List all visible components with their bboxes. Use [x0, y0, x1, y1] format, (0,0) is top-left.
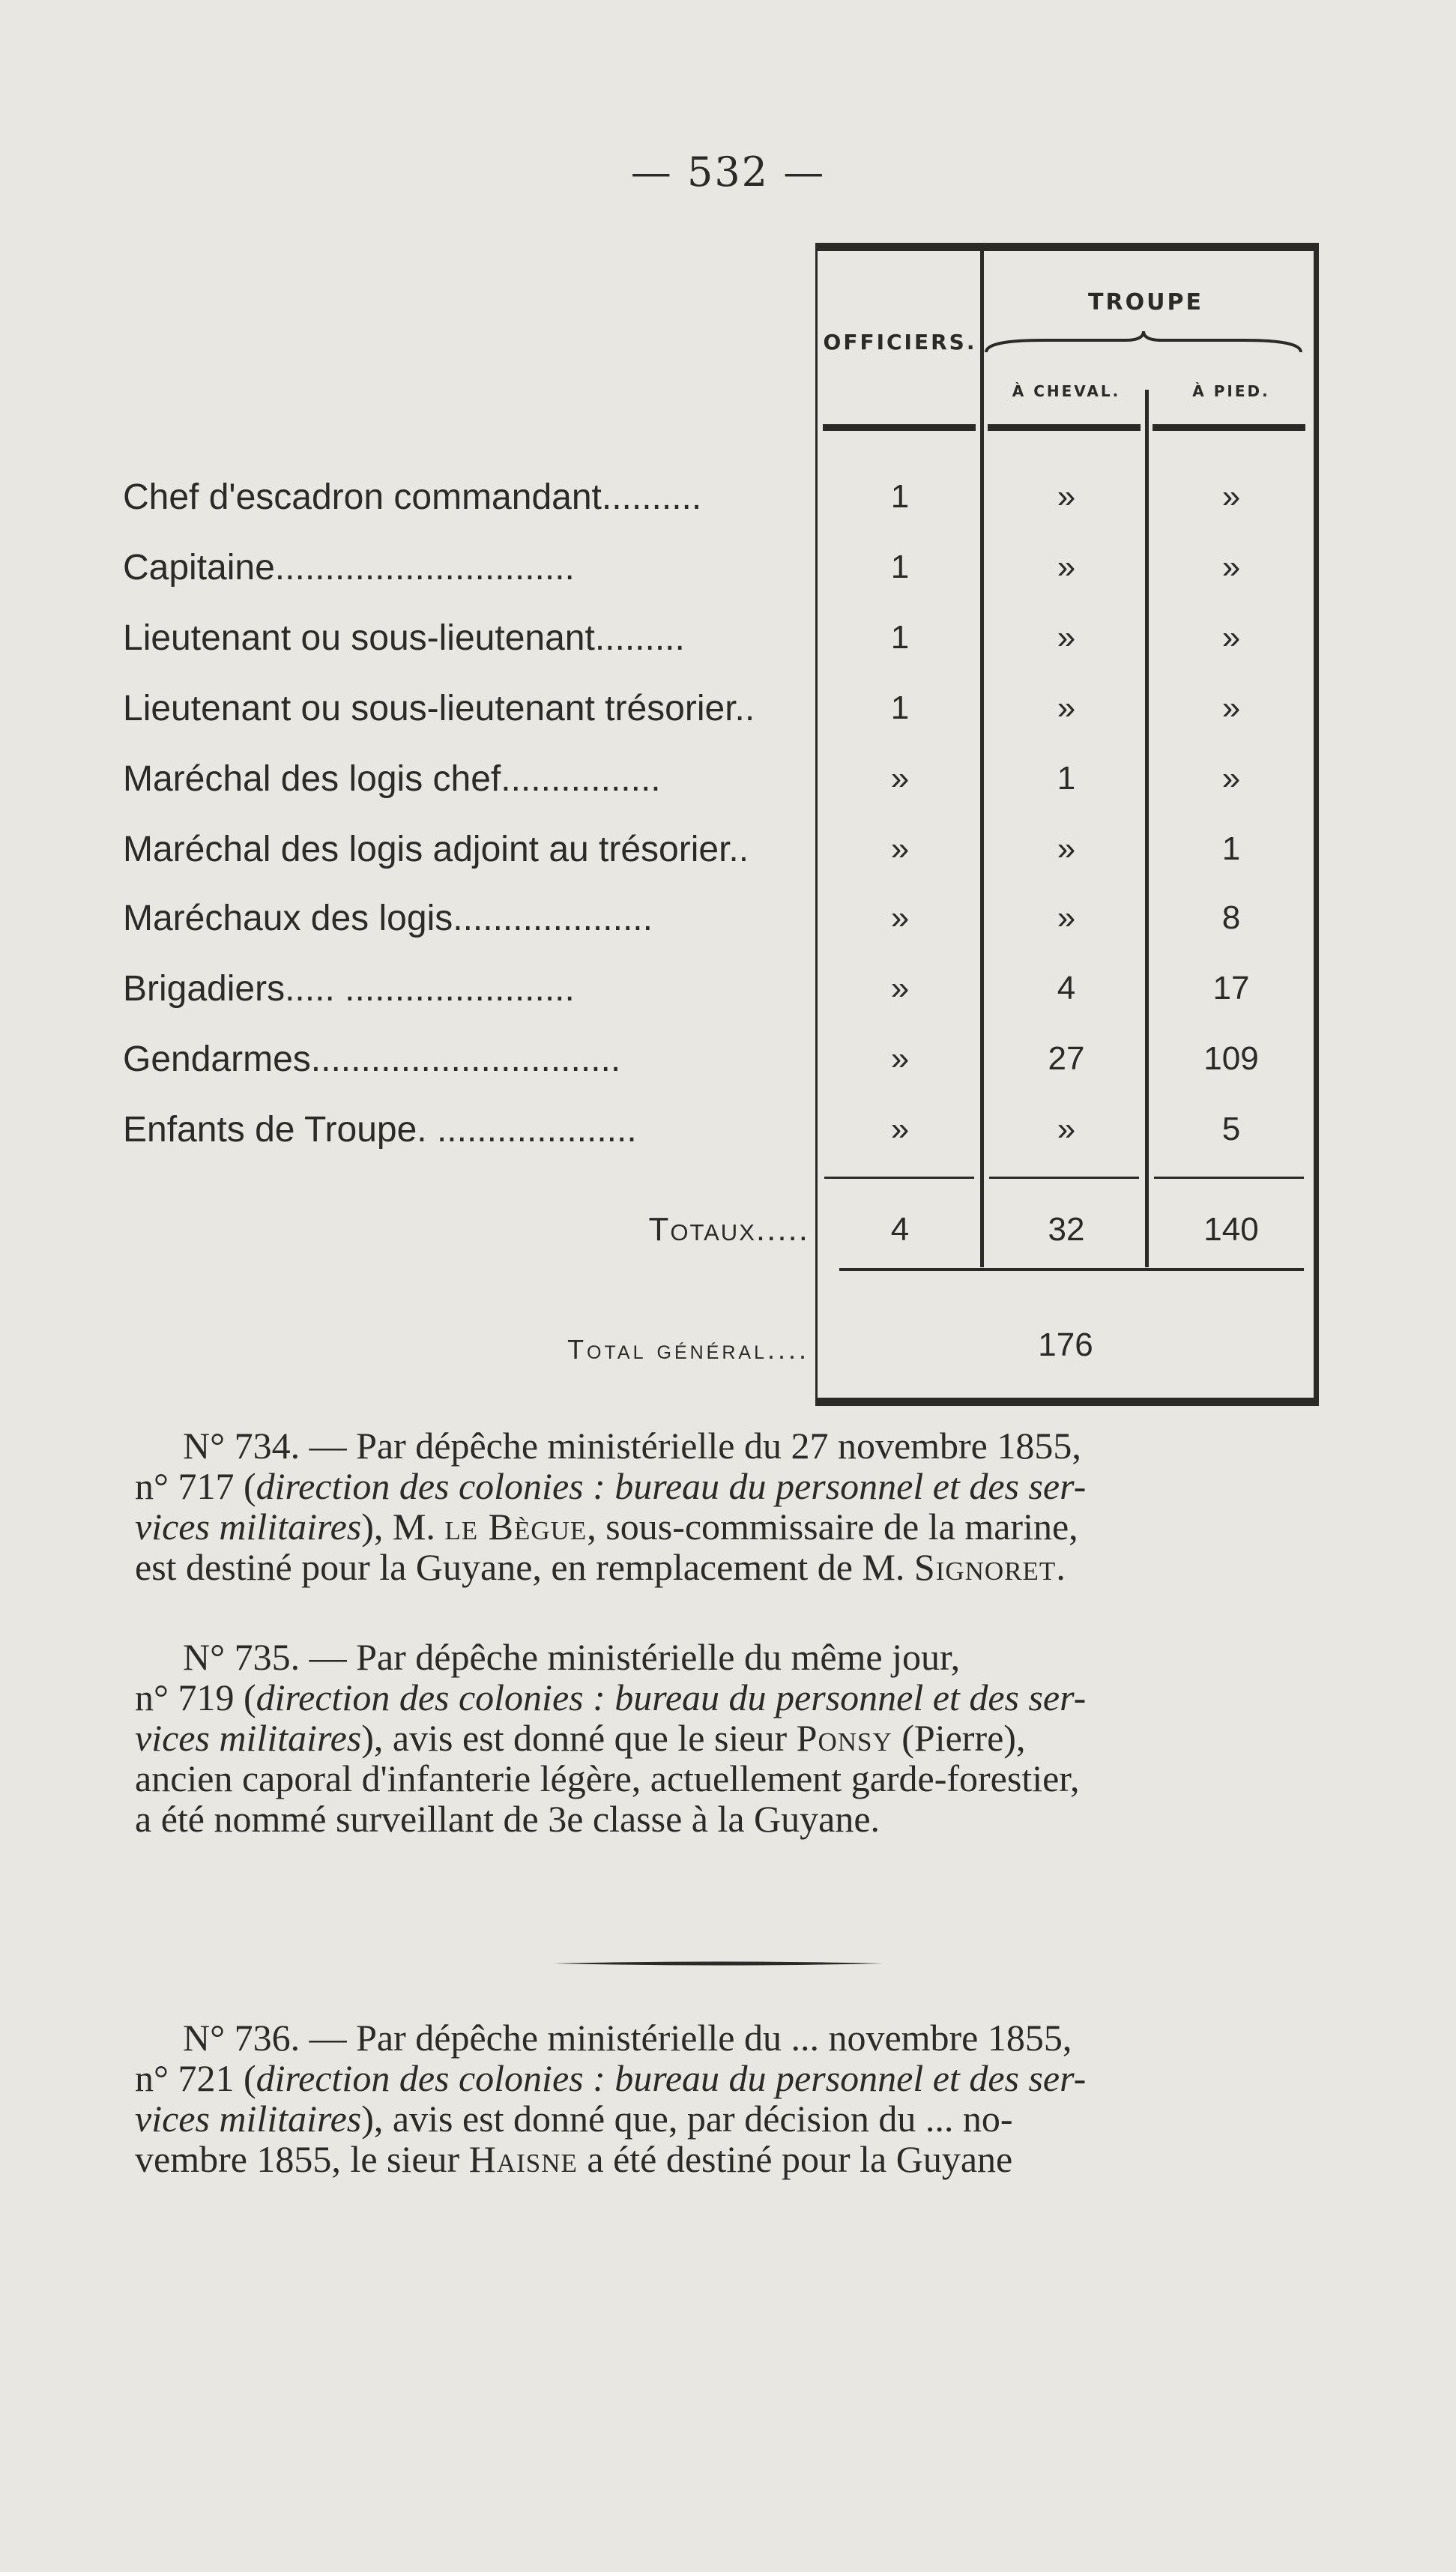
paragraph-735 [135, 1637, 1326, 1839]
row-label: Chef d'escadron commandant.......... [123, 477, 702, 517]
p734-direction: direction des colonies : bureau du personnel et des ser- [256, 1465, 1087, 1507]
p734-services: vices militaires [135, 1506, 362, 1548]
header-a-pied: À PIED. [1192, 382, 1270, 400]
cell-cheval: » [1057, 619, 1076, 656]
table-header-rule [823, 424, 976, 431]
p734-text: est destiné pour la Guyane, en remplacement de M. [135, 1546, 914, 1588]
cell-pied: » [1221, 478, 1241, 515]
row-label: Lieutenant ou sous-lieutenant......... [123, 618, 685, 658]
header-troupe: TROUPE [1088, 289, 1203, 316]
paragraph-734 [135, 1425, 1326, 1587]
p736-services: vices militaires [135, 2098, 362, 2140]
p735-text: n° 719 ( [135, 1676, 256, 1718]
totaux-officiers: 4 [890, 1211, 910, 1248]
cell-pied: 109 [1203, 1040, 1259, 1077]
cell-officiers: » [890, 899, 910, 936]
cell-pied: » [1221, 689, 1241, 726]
row-label: Lieutenant ou sous-lieutenant trésorier.. [123, 689, 755, 728]
cell-pied: » [1221, 760, 1241, 797]
cell-officiers: » [890, 830, 910, 867]
totaux-pied: 140 [1203, 1211, 1259, 1248]
cell-cheval: » [1057, 689, 1076, 726]
p736-text: a été destiné pour la Guyane [577, 2138, 1013, 2180]
p735-text: (Pierre), [892, 1717, 1026, 1759]
table-header-rule [1153, 424, 1305, 431]
cell-pied: 5 [1221, 1111, 1241, 1147]
p735-text: ), avis est donné que le sieur [361, 1717, 797, 1759]
p734-text: , sous-commissaire de la marine, [587, 1506, 1078, 1548]
p735-services: vices militaires [135, 1717, 362, 1759]
p736-line1: N° 736. — Par dépêche ministérielle du ... novembre 1855, [183, 2017, 1072, 2059]
p735-name: Ponsy [796, 1717, 892, 1759]
cell-cheval: » [1057, 899, 1076, 936]
table-header-rule [988, 424, 1141, 431]
header-officiers: OFFICIERS. [823, 330, 977, 354]
row-label: Capitaine.............................. [123, 548, 575, 588]
p734-text: n° 717 ( [135, 1465, 256, 1507]
row-label: Brigadiers..... ....................... [123, 969, 575, 1009]
p736-text: ), avis est donné que, par décision du ... no- [361, 2098, 1013, 2140]
table-totals-rule [989, 1177, 1139, 1179]
row-label: Maréchal des logis chef................ [123, 759, 661, 799]
table-totals-rule [824, 1177, 974, 1179]
troupe-brace-icon [983, 330, 1304, 357]
cell-cheval: 27 [1048, 1040, 1085, 1077]
cell-pied: 1 [1221, 830, 1241, 867]
header-a-cheval: À CHEVAL. [1012, 382, 1121, 400]
cell-officiers: 1 [890, 619, 910, 656]
page-number: — 532 — [630, 148, 826, 196]
table-totals-rule [1154, 1177, 1304, 1179]
totaux-label: Totaux..... [648, 1211, 809, 1248]
cell-officiers: » [890, 1111, 910, 1147]
p734-name: le Bègue [444, 1506, 587, 1548]
table-total-general-rule [839, 1268, 1304, 1271]
cell-officiers: 1 [890, 689, 910, 726]
p736-direction: direction des colonies : bureau du personnel et des ser- [256, 2057, 1087, 2099]
p735-line1: N° 735. — Par dépêche ministérielle du même jour, [183, 1636, 961, 1678]
cell-officiers: 1 [890, 478, 910, 515]
paragraph-736 [135, 2017, 1326, 2179]
row-label: Gendarmes............................... [123, 1039, 621, 1079]
p734-line1: N° 734. — Par dépêche ministérielle du 27 novembre 1855, [183, 1425, 1081, 1467]
row-label: Maréchal des logis adjoint au trésorier.. [123, 830, 749, 869]
cell-cheval: 1 [1057, 760, 1076, 797]
cell-officiers: » [890, 1040, 910, 1077]
p736-text: n° 721 ( [135, 2057, 256, 2099]
p735-direction: direction des colonies : bureau du personnel et des ser- [256, 1676, 1087, 1718]
cell-cheval: » [1057, 1111, 1076, 1147]
cell-cheval: » [1057, 830, 1076, 867]
cell-pied: » [1221, 619, 1241, 656]
cell-pied: 17 [1212, 970, 1250, 1006]
p735-text: a été nommé surveillant de 3e classe à la Guyane. [135, 1798, 880, 1840]
cell-pied: 8 [1221, 899, 1241, 936]
cell-officiers: 1 [890, 549, 910, 585]
cell-officiers: » [890, 970, 910, 1006]
row-label: Enfants de Troupe. .................... [123, 1110, 637, 1150]
p734-text: ), M. [361, 1506, 445, 1548]
cell-pied: » [1221, 549, 1241, 585]
p734-name: Signoret [913, 1546, 1057, 1588]
cell-cheval: » [1057, 549, 1076, 585]
p735-text: ancien caporal d'infanterie légère, actuellement garde-forestier, [135, 1757, 1080, 1799]
total-general-value: 176 [1038, 1326, 1093, 1363]
cell-officiers: » [890, 760, 910, 797]
row-label: Maréchaux des logis.................... [123, 899, 653, 938]
p734-text: . [1056, 1546, 1066, 1588]
p736-name: Haisne [468, 2138, 578, 2180]
total-general-label: Total général.... [567, 1334, 809, 1365]
p736-text: vembre 1855, le sieur [135, 2138, 469, 2180]
cell-cheval: 4 [1057, 970, 1076, 1006]
section-separator [553, 1960, 883, 1966]
cell-cheval: » [1057, 478, 1076, 515]
totaux-cheval: 32 [1048, 1211, 1085, 1248]
